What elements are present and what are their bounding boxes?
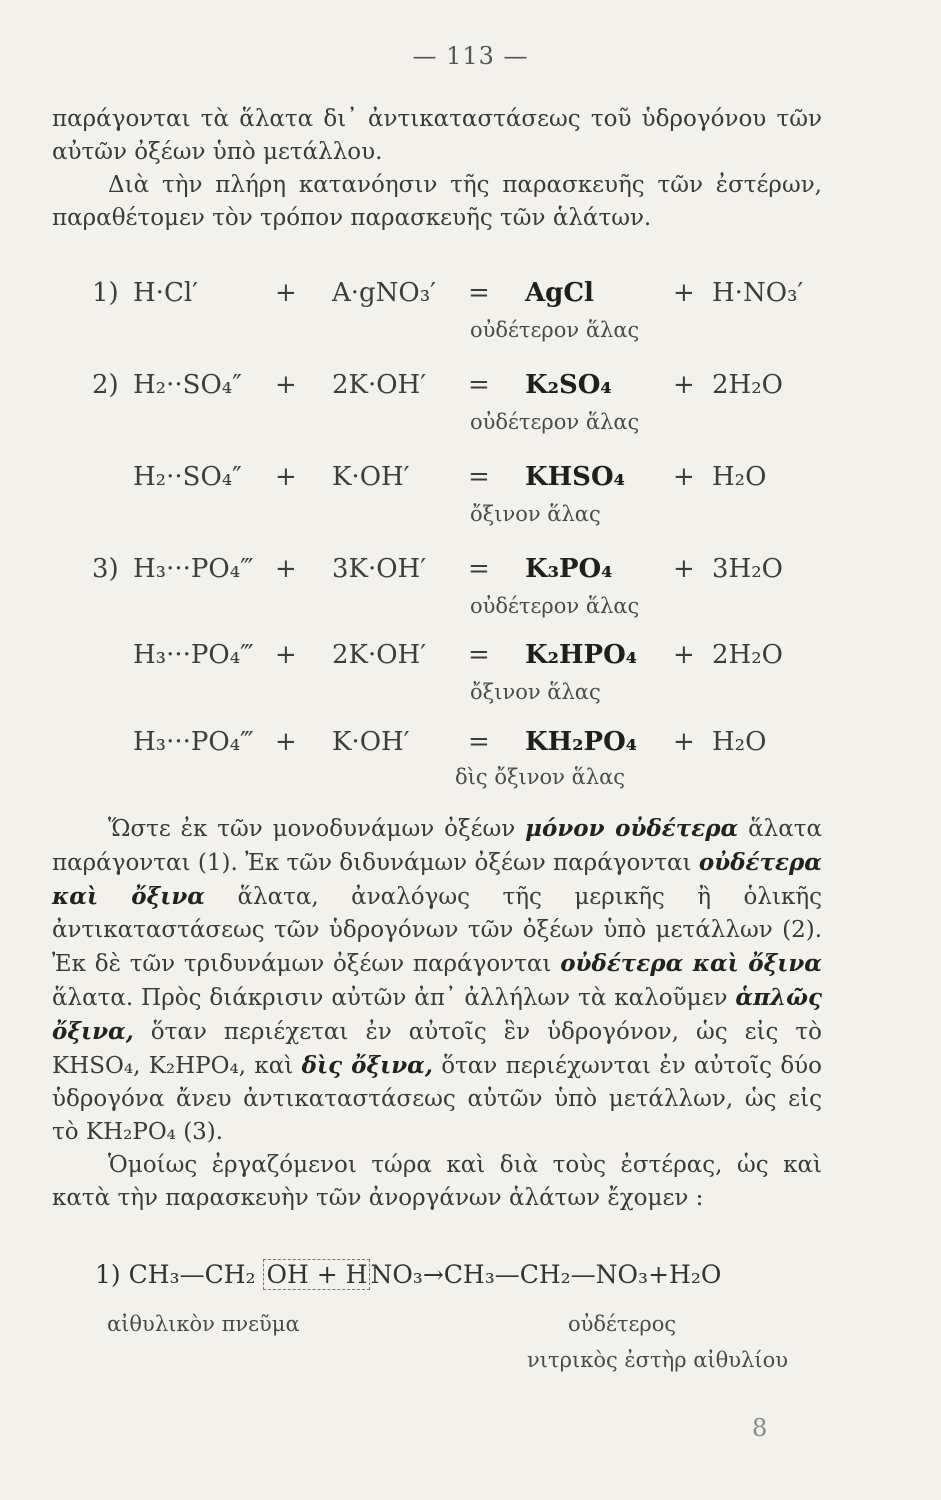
acid: H₃···PO₄‴ (133, 640, 254, 670)
equals-sign: = (468, 278, 490, 308)
intro-text (52, 103, 822, 235)
acid: H₂··SO₄″ (133, 370, 242, 400)
equation-2 (0, 370, 941, 410)
page-number: — 113 — (412, 42, 529, 70)
equals-sign: = (468, 462, 490, 492)
intro-line-1: παράγονται τὰ ἅλατα δι᾽ ἀντικαταστάσεως τοῦ ὑδρογόνου τῶν αὐτῶν ὀξέων ὑπὸ μετάλλου. (52, 106, 822, 165)
equation-number: 2) (92, 370, 119, 400)
eliminated-water-box: OH + H (263, 1259, 370, 1290)
plus-sign: + (275, 370, 297, 400)
acid: H₃···PO₄‴ (133, 727, 254, 757)
equation-3c (0, 727, 941, 767)
explanation-paragraph: Ὥστε ἐκ τῶν μονοδυνάμων ὀξέων μόνον οὐδέτερα ἅλατα παράγονται (1). Ἐκ τῶν διδυνάμων ὀξέων παράγονται οὐδέτερα καὶ ὄξινα ἅλατα, ἀναλόγως τῆς μερικῆς ἢ ὁλικῆς ἀντικαταστάσεως τῶν ὑδρογόνων τῶν ὀξέων ὑπὸ μετάλλων (2). Ἐκ δὲ τῶν τριδυνάμων ὀξέων παράγονται οὐδέτερα καὶ ὄξινα ἅλατα. Πρὸς διάκρισιν αὐτῶν ἀπ᾽ ἀλλήλων τὰ καλοῦμεν ἁπλῶς ὄξινα, ὅταν περιέχεται ἐν αὐτοῖς ἓν ὑδρογόνον, ὡς εἰς τὸ KHSO₄, K₂HPO₄, καὶ δὶς ὄξινα, ὅταν περιέχωνται ἐν αὐτοῖς δύο ὑδρογόνα ἄνευ ἀντικαταστάσεως αὐτῶν ὑπὸ μετάλλων, ὡς εἰς τὸ KH₂PO₄ (3). (52, 815, 822, 1145)
base: 2K·OH′ (332, 370, 427, 400)
book-page: — 113 — παράγονται τὰ ἅλατα δι᾽ ἀντικαταστάσεως τοῦ ὑδρογόνου τῶν αὐτῶν ὀξέων ὑπὸ μετάλλου. Διὰ τὴν πλήρη κατανόησιν τῆς παρασκευῆς τῶν ἐστέρων, παραθέτομεν τὸν τρόπον παρασκευῆς τῶν ἁλάτων. 1) H·Cl′ + A·gNO₃′ = AgCl + H·NO₃′ οὐδέτερον ἅλας 2) H₂··SO₄″ + 2K·OH′ = K₂SO₄ + 2H₂O οὐδέτερον ἅλας H₂··SO₄″ + K·OH′ = KHSO₄ + H₂O ὄξινον ἅλας 3) H₃···PO₄‴ + 3K·OH′ = K₃PO₄ + 3H₂O οὐδέτερον ἅλας H₃···PO₄‴ + 2K·OH′ = K₂HPO₄ + 2H₂O ὄξινον ἅλας H₃···PO₄‴ + K·OH′ = KH₂PO₄ + H₂O δὶς ὄξινον ἅλας Ὥστε ἐκ τῶν μονοδυνάμων ὀξέων μόνον οὐδέτερα ἅλατα παράγονται (1). Ἐκ τῶν διδυνάμων ὀξέων παράγονται οὐδέτερα καὶ ὄξινα ἅλατα, ἀναλόγως τῆς μερικῆς ἢ ὁλικῆς ἀντικαταστάσεως τῶν ὑδρογόνων τῶν ὀξέων ὑπὸ μετάλλων (2). Ἐκ δὲ τῶν τριδυνάμων ὀξέων παράγονται οὐδέτερα καὶ ὄξινα ἅλατα. Πρὸς διάκρισιν αὐτῶν ἀπ᾽ ἀλλήλων τὰ καλοῦμεν ἁπλῶς ὄξινα, ὅταν περιέχεται ἐν αὐτοῖς ἓν ὑδρογόνον, ὡς εἰς τὸ KHSO₄, K₂HPO₄, καὶ δὶς ὄξινα, ὅταν περιέχωνται ἐν αὐτοῖς δύο ὑδρογόνα ἄνευ ἀντικαταστάσεως αὐτῶν ὑπὸ μετάλλων, ὡς εἰς τὸ KH₂PO₄ (3). Ὁμοίως ἐργαζόμενοι τώρα καὶ διὰ τοὺς ἐστέρας, ὡς καὶ κατὰ τὴν παρασκευὴν τῶν ἀνοργάνων ἁλάτων ἔχομεν : 1) CH₃—CH₂ OH + H NO₃→CH₃—CH₂—NO₃+H₂O αἰθυλικὸν πνεῦμα οὐδέτερος νιτρικὸς ἐστὴρ αἰθυλίου 8 (0, 0, 941, 1500)
salt: AgCl (525, 278, 594, 308)
alcohol-label: αἰθυλικὸν πνεῦμα (107, 1312, 300, 1336)
base: 2K·OH′ (332, 640, 427, 670)
equals-sign: = (468, 554, 490, 584)
acid: H·Cl′ (133, 278, 199, 308)
plus-sign: + (673, 462, 695, 492)
equation-number: 3) (92, 554, 119, 584)
plus-sign: + (275, 278, 297, 308)
base: K·OH′ (332, 462, 410, 492)
product: 2H₂O (712, 370, 783, 400)
base: A·gNO₃′ (332, 278, 437, 308)
ester-intro-paragraph: Ὁμοίως ἐργαζόμενοι τώρα καὶ διὰ τοὺς ἐστέρας, ὡς καὶ κατὰ τὴν παρασκευὴν τῶν ἀνοργάνων ἁλάτων ἔχομεν : (52, 1152, 822, 1211)
products-formula: NO₃→CH₃—CH₂—NO₃+H₂O (370, 1260, 722, 1289)
base: 3K·OH′ (332, 554, 427, 584)
organic-equation (95, 1260, 721, 1289)
intro-line-2: Διὰ τὴν πλήρη κατανόησιν τῆς παρασκευῆς τῶν ἐστέρων, παραθέτομεν τὸν τρόπον παρασκευῆς τῶν ἁλάτων. (52, 172, 822, 231)
salt: KH₂PO₄ (525, 727, 638, 757)
equation-3 (0, 554, 941, 594)
salt: K₃PO₄ (525, 554, 613, 584)
signature-mark: 8 (752, 1414, 768, 1442)
equation-1 (0, 278, 941, 318)
product: 2H₂O (712, 640, 783, 670)
plus-sign: + (673, 278, 695, 308)
product: 3H₂O (712, 554, 783, 584)
plus-sign: + (673, 727, 695, 757)
equals-sign: = (468, 370, 490, 400)
equals-sign: = (468, 727, 490, 757)
plus-sign: + (673, 640, 695, 670)
body-text (52, 812, 822, 1215)
plus-sign: + (275, 462, 297, 492)
product: H·NO₃′ (712, 278, 804, 308)
equation-2b (0, 462, 941, 502)
product: H₂O (712, 462, 767, 492)
equation-number: 1) (92, 278, 119, 308)
plus-sign: + (673, 370, 695, 400)
salt: KHSO₄ (525, 462, 625, 492)
acid: H₃···PO₄‴ (133, 554, 254, 584)
acid: H₂··SO₄″ (133, 462, 242, 492)
ester-label-2: νιτρικὸς ἐστὴρ αἰθυλίου (527, 1348, 789, 1372)
ester-label-1: οὐδέτερος (568, 1312, 677, 1336)
salt: K₂SO₄ (525, 370, 612, 400)
base: K·OH′ (332, 727, 410, 757)
plus-sign: + (275, 554, 297, 584)
plus-sign: + (275, 727, 297, 757)
salt: K₂HPO₄ (525, 640, 638, 670)
plus-sign: + (275, 640, 297, 670)
alcohol-formula: CH₃—CH₂ (128, 1260, 256, 1289)
equation-number: 1) (95, 1260, 121, 1289)
equals-sign: = (468, 640, 490, 670)
equation-3b (0, 640, 941, 680)
plus-sign: + (673, 554, 695, 584)
product: H₂O (712, 727, 767, 757)
